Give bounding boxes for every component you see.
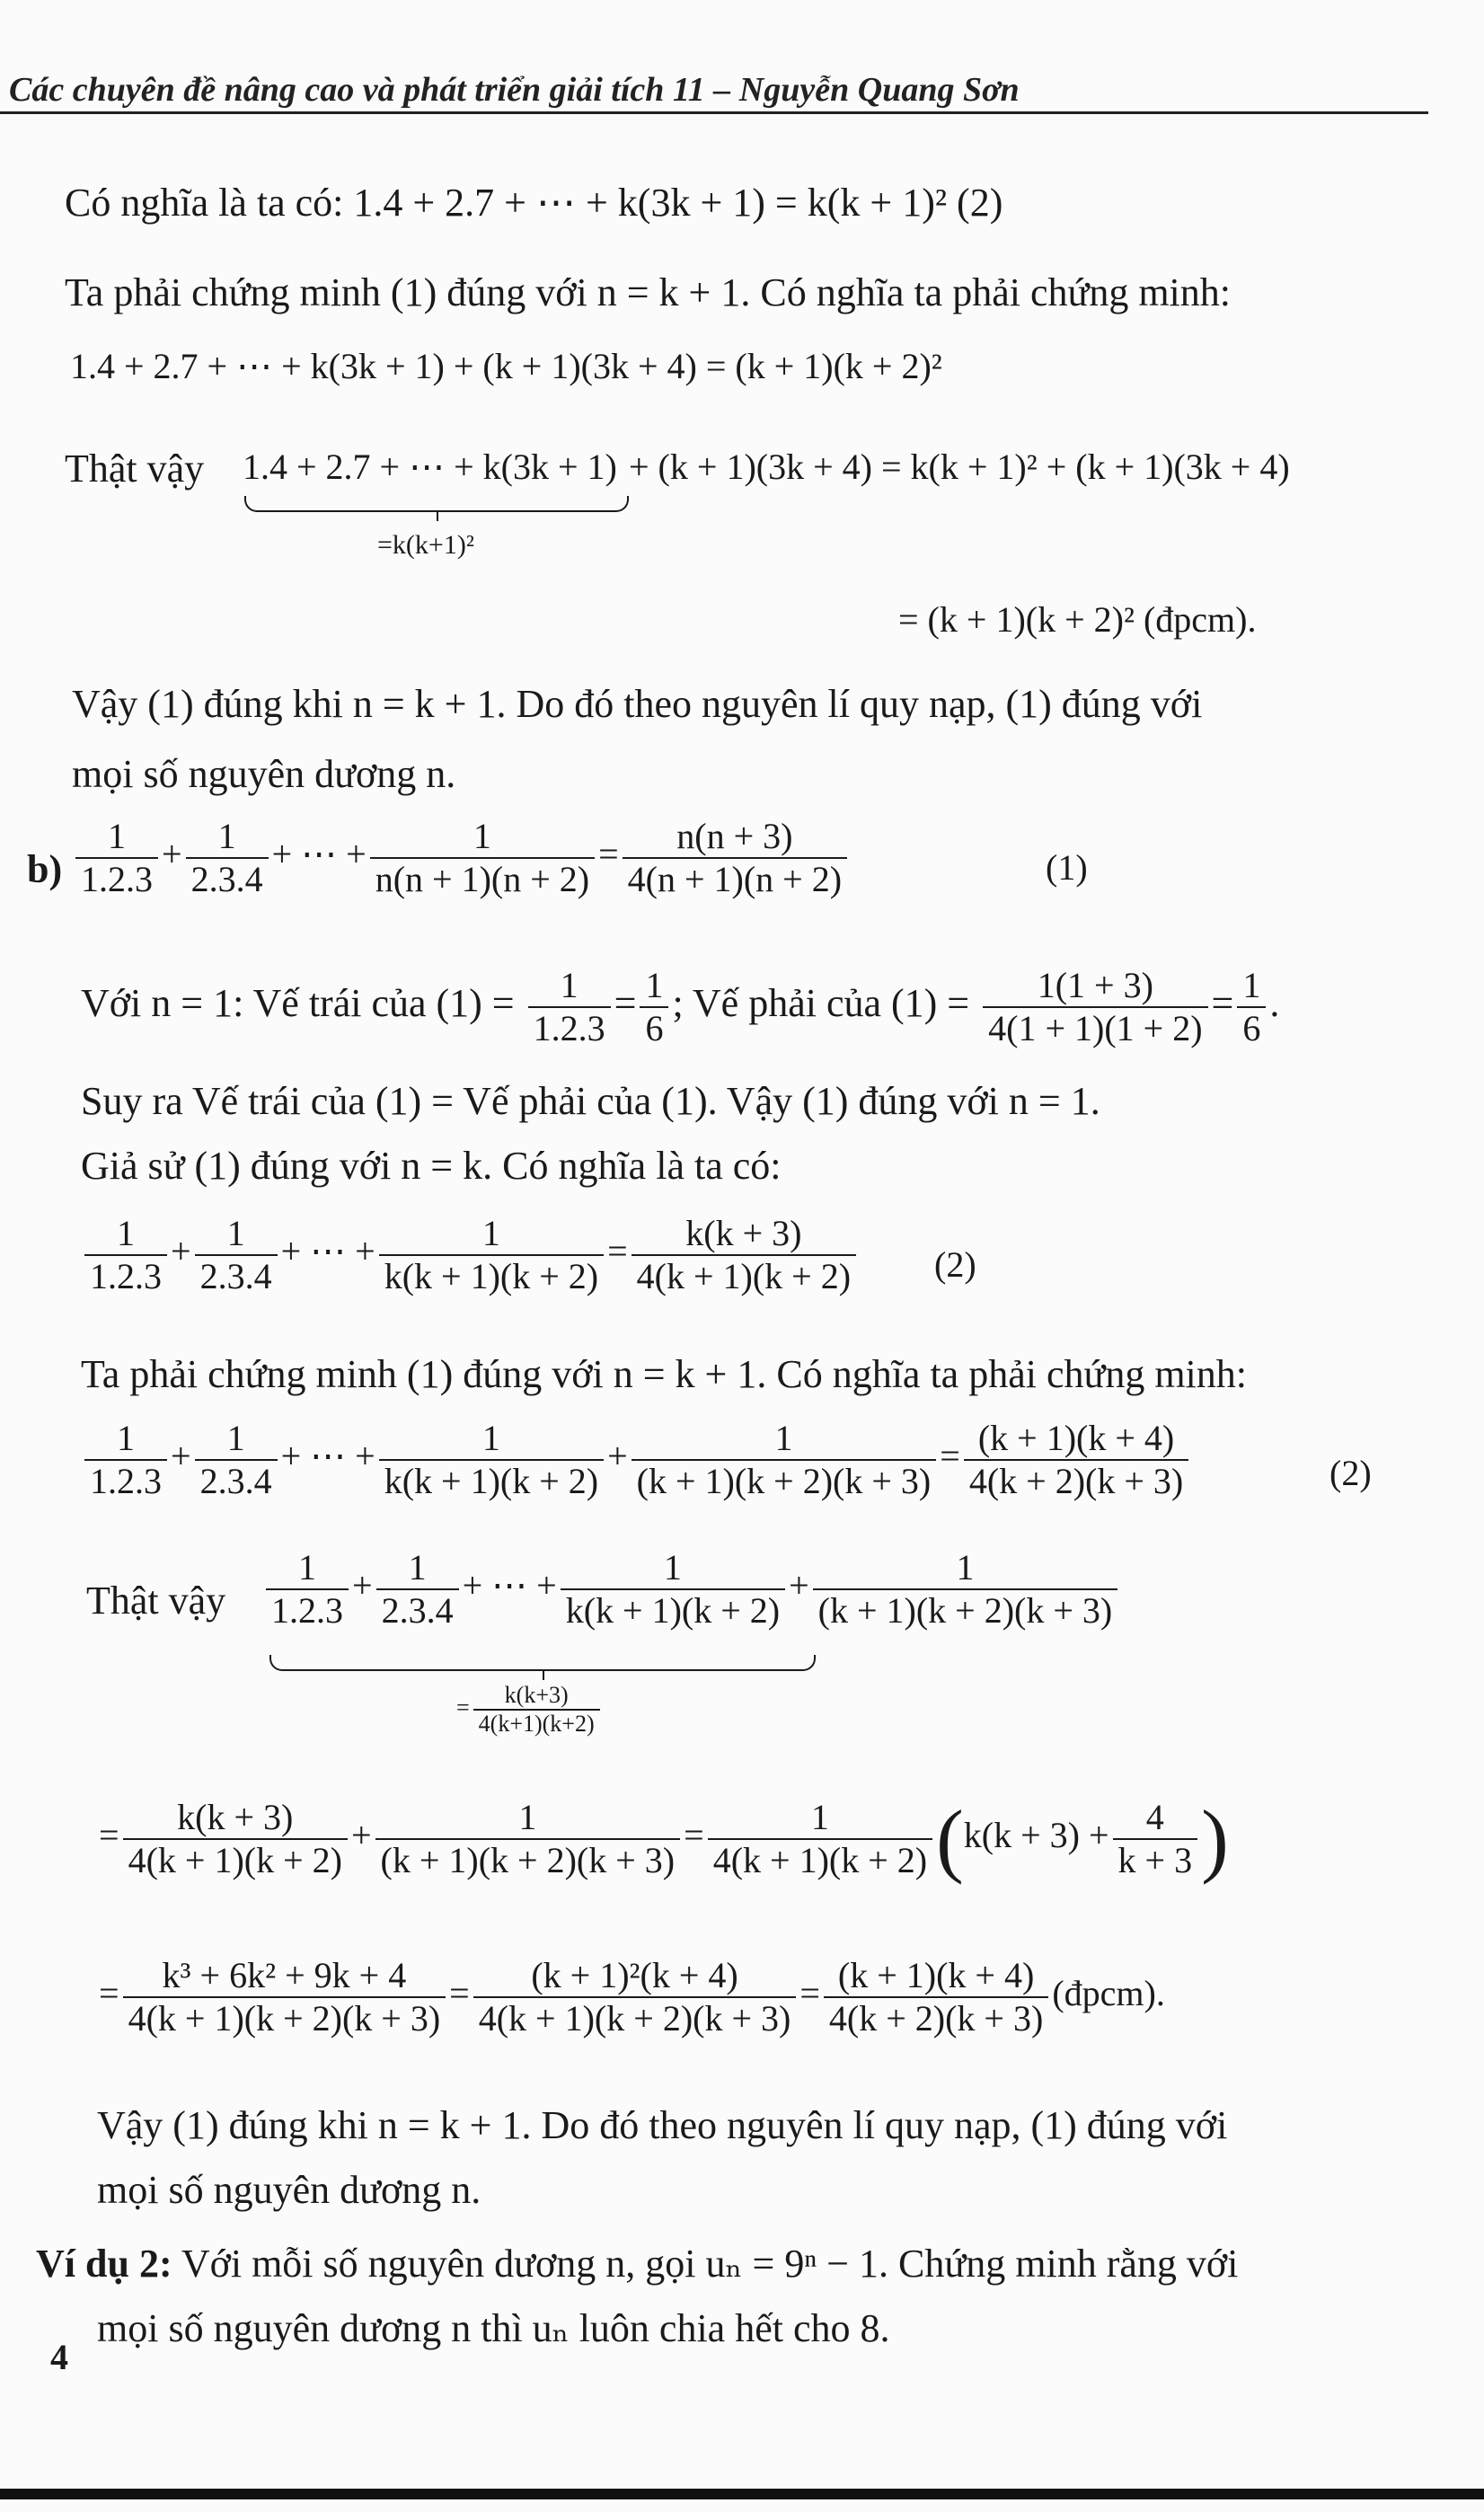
example-2-line-2: mọi số nguyên dương n thì uₙ luôn chia hết cho 8. bbox=[97, 2306, 890, 2350]
frac-tv-1: $\frac{1}{1.2.3}$ bbox=[266, 1547, 349, 1632]
example-2-line-1: Với mỗi số nguyên dương n, gọi uₙ = 9ⁿ − 1. Chứng minh rằng với bbox=[181, 2242, 1239, 2286]
frac-1-123: $\frac{1}{1.2.3}$ bbox=[75, 816, 158, 900]
frac-k1-4: $\frac{1}{(k + 1)(k + 2)(k + 3)}$ bbox=[632, 1418, 937, 1502]
that-vay-label: Thật vậy bbox=[86, 1579, 226, 1623]
conclusion-2: mọi số nguyên dương n. bbox=[97, 2168, 481, 2212]
frac-e1-a: $\frac{k(k + 3)}{4(k + 1)(k + 2)}$ bbox=[123, 1797, 348, 1881]
frac-e2-a: $\frac{\text{k³ + 6k² + 9k + 4}}{4(k + 1)(k + 2)(k + 3)}$ bbox=[123, 1955, 446, 2039]
equation-tag-2a: (2) bbox=[934, 1244, 976, 1285]
frac-e2-c: $\frac{(k + 1)(k + 4)}{4(k + 2)(k + 3)}$ bbox=[824, 1955, 1048, 2039]
line-6: Vậy (1) đúng khi n = k + 1. Do đó theo nguyên lí quy nạp, (1) đúng với bbox=[72, 682, 1203, 726]
line-phai-cm: Ta phải chứng minh (1) đúng với n = k + 1. Có nghĩa ta phải chứng minh: bbox=[81, 1352, 1247, 1396]
frac-k-2: $\frac{1}{2.3.4}$ bbox=[195, 1213, 278, 1297]
frac-k-rhs: $\frac{k(k + 3)}{4(k + 1)(k + 2)}$ bbox=[632, 1213, 856, 1297]
equation-k1: $\frac{1}{1.2.3}$ + $\frac{1}{2.3.4}$ + ⋯ + $\frac{1}{k(k + 1)(k + 2)}$ + $\frac{1}{(k + 1)(k + 2)(k + 3)}$ = $\frac{(k + 1)(k + 4)}{4(k + 2)(k + 3)}$ bbox=[81, 1418, 1192, 1502]
frac-tv-4: $\frac{1}{(k + 1)(k + 2)(k + 3)}$ bbox=[813, 1547, 1118, 1632]
frac-1-234: $\frac{1}{2.3.4}$ bbox=[186, 816, 269, 900]
part-b-equation: $\frac{1}{1.2.3}$ + $\frac{1}{2.3.4}$ + ⋯ + $\frac{1}{n(n + 1)(n + 2)}$ = $\frac{n(n + 3)}{4(n + 1)(n + 2)}$ bbox=[72, 816, 851, 900]
equation-tag-1: (1) bbox=[1046, 847, 1088, 888]
running-header: Các chuyên đề nâng cao và phát triển giải tích 11 – Nguyễn Quang Sơn bbox=[9, 71, 1020, 109]
equation-tag-2b: (2) bbox=[1329, 1453, 1372, 1493]
line-gia-su: Giả sử (1) đúng với n = k. Có nghĩa là ta có: bbox=[81, 1144, 782, 1188]
frac-e1-c: $\frac{1}{4(k + 1)(k + 2)}$ bbox=[708, 1797, 932, 1881]
header-rule bbox=[0, 111, 1428, 114]
underbrace-2-label: = $\frac{k(k+3)}{4(k+1)(k+2)}$ bbox=[456, 1682, 604, 1738]
frac-e1-d: $\frac{4}{k + 3}$ bbox=[1113, 1797, 1198, 1881]
frac-k1-3: $\frac{1}{k(k + 1)(k + 2)}$ bbox=[379, 1418, 604, 1502]
equation-k: $\frac{1}{1.2.3}$ + $\frac{1}{2.3.4}$ + ⋯ + $\frac{1}{k(k + 1)(k + 2)}$ = $\frac{k(k + 3)}{4(k + 1)(k + 2)}$ bbox=[81, 1213, 860, 1297]
example-2-label: Ví dụ 2: bbox=[36, 2242, 172, 2286]
line-3: 1.4 + 2.7 + ⋯ + k(3k + 1) + (k + 1)(3k + 4) = (k + 1)(k + 2)² bbox=[70, 346, 942, 386]
expansion-1: = $\frac{k(k + 3)}{4(k + 1)(k + 2)}$ + $\frac{1}{(k + 1)(k + 2)(k + 3)}$ = $\frac{1}{4(k + 1)(k + 2)}$ (k(k + 3) + $\frac{4}{k + 3}$ ) bbox=[99, 1793, 1229, 1885]
frac-k1-1: $\frac{1}{1.2.3}$ bbox=[84, 1418, 167, 1502]
example-2 bbox=[36, 2241, 1238, 2286]
frac-brace-2: $\frac{k(k+3)}{4(k+1)(k+2)}$ bbox=[473, 1682, 600, 1738]
line-4-expr: 1.4 + 2.7 + ⋯ + k(3k + 1) bbox=[243, 447, 617, 487]
underbrace-1 bbox=[244, 496, 629, 512]
frac-1-nn: $\frac{1}{n(n + 1)(n + 2)}$ bbox=[370, 816, 595, 900]
line-suy-ra: Suy ra Vế trái của (1) = Vế phải của (1). Vậy (1) đúng với n = 1. bbox=[81, 1079, 1100, 1123]
line-4-rest: + (k + 1)(3k + 4) = k(k + 1)² + (k + 1)(3k + 4) bbox=[629, 447, 1290, 487]
frac-rhs-n: $\frac{n(n + 3)}{4(n + 1)(n + 2)}$ bbox=[623, 816, 847, 900]
line-4-label: Thật vậy bbox=[65, 447, 205, 491]
frac-k-1: $\frac{1}{1.2.3}$ bbox=[84, 1213, 167, 1297]
frac-e2-b: $\frac{\text{(k + 1)²(k + 4)}}{4(k + 1)(k + 2)(k + 3)}$ bbox=[473, 1955, 797, 2039]
frac-rhs-n1: $\frac{1(1 + 3)}{4(1 + 1)(1 + 2)}$ bbox=[983, 965, 1207, 1049]
frac-k-3: $\frac{1}{k(k + 1)(k + 2)}$ bbox=[379, 1213, 604, 1297]
frac-k1-rhs: $\frac{(k + 1)(k + 4)}{4(k + 2)(k + 3)}$ bbox=[964, 1418, 1188, 1502]
expansion-2: = $\frac{\text{k³ + 6k² + 9k + 4}}{4(k + 1)(k + 2)(k + 3)}$ = $\frac{\text{(k + 1)²(k + 4)}}{4(k + 1)(k + 2)(k + 3)}$ = $\frac{(k + 1)(k + 4)}{4(k + 2)(k + 3)}$ (đpcm). bbox=[99, 1955, 1165, 2039]
frac-one-sixth-a: $\frac{1}{6}$ bbox=[640, 965, 668, 1049]
underbrace-2 bbox=[269, 1655, 816, 1671]
line-1: Có nghĩa là ta có: 1.4 + 2.7 + ⋯ + k(3k + 1) = k(k + 1)² (2) bbox=[65, 181, 1003, 225]
frac-one-sixth-b: $\frac{1}{6}$ bbox=[1237, 965, 1266, 1049]
frac-tv-2: $\frac{1}{2.3.4}$ bbox=[376, 1547, 459, 1632]
line-2: Ta phải chứng minh (1) đúng với n = k + 1. Có nghĩa ta phải chứng minh: bbox=[65, 270, 1231, 314]
frac-tv-3: $\frac{1}{k(k + 1)(k + 2)}$ bbox=[561, 1547, 785, 1632]
line-5: = (k + 1)(k + 2)² (đpcm). bbox=[898, 599, 1257, 640]
bottom-rule bbox=[0, 2489, 1484, 2499]
that-vay-expr: $\frac{1}{1.2.3}$ + $\frac{1}{2.3.4}$ + ⋯ + $\frac{1}{k(k + 1)(k + 2)}$ + $\frac{1}{(k + 1)(k + 2)(k + 3)}$ bbox=[262, 1547, 1121, 1632]
conclusion-1: Vậy (1) đúng khi n = k + 1. Do đó theo nguyên lí quy nạp, (1) đúng với bbox=[97, 2103, 1228, 2147]
n1-check: Với n = 1: Vế trái của (1) = $\frac{1}{1.2.3}$ = $\frac{1}{6}$ ; Vế phải của (1) = $\frac{1(1 + 3)}{4(1 + 1)(1 + 2)}$ = $\frac{1}{6}$ . bbox=[81, 965, 1280, 1048]
underbrace-1-label: =k(k+1)² bbox=[377, 530, 474, 560]
line-7: mọi số nguyên dương n. bbox=[72, 752, 456, 796]
frac-k1-2: $\frac{1}{2.3.4}$ bbox=[195, 1418, 278, 1502]
page-number: 4 bbox=[50, 2337, 68, 2377]
part-b-label: b) bbox=[27, 847, 63, 891]
frac-e1-b: $\frac{1}{(k + 1)(k + 2)(k + 3)}$ bbox=[375, 1797, 681, 1881]
frac-lhs-n1: $\frac{1}{1.2.3}$ bbox=[528, 965, 611, 1049]
